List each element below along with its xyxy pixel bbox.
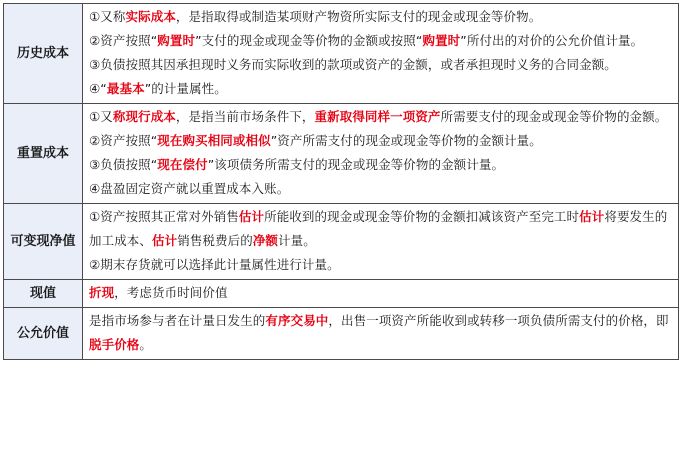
table-row-net-realizable-value xyxy=(4,204,679,280)
text-segment: 所能收到的现金或现金等价物的金额扣减该资产至完工时 xyxy=(264,209,580,224)
text-segment: ”的计量属性。 xyxy=(144,81,227,96)
text-segment: ①资产按照其正常对外销售 xyxy=(89,209,239,224)
highlighted-keyword: 有序交易中 xyxy=(265,313,329,328)
table-row-historical-cost xyxy=(4,4,679,104)
highlighted-keyword: 估计 xyxy=(238,209,265,224)
highlighted-keyword: 称现行成本 xyxy=(112,109,176,124)
highlighted-keyword: 估计 xyxy=(152,233,178,248)
description-cell-fair-value xyxy=(83,308,679,360)
text-segment: ④“ xyxy=(89,81,107,96)
description-cell-historical-cost xyxy=(83,4,679,104)
term-cell-fair-value: 公允价值 xyxy=(4,308,83,360)
term-cell-historical-cost: 历史成本 xyxy=(4,4,83,104)
description-line xyxy=(89,177,672,201)
text-segment: ，是指当前市场条件下， xyxy=(175,109,315,124)
highlighted-keyword: 现在偿付 xyxy=(157,157,208,172)
text-segment: ”所付出的对价的公允价值计量。 xyxy=(460,33,644,48)
text-segment: ④盘盈固定资产就以重置成本入账。 xyxy=(89,181,290,196)
highlighted-keyword: 重新取得同样一项资产 xyxy=(314,109,441,124)
text-segment: ，考虑货币时间价值 xyxy=(114,285,228,300)
text-segment: 。 xyxy=(139,337,153,352)
text-segment: ②资产按照“ xyxy=(89,33,158,48)
table-row-fair-value xyxy=(4,308,679,360)
text-segment: 是指市场参与者在计量日发生的 xyxy=(89,313,266,328)
text-segment: ”该项债务所需支付的现金或现金等价物的金额计量。 xyxy=(207,157,505,172)
term-cell-present-value: 现值 xyxy=(4,280,83,308)
text-segment: ②资产按照“ xyxy=(89,133,158,148)
highlighted-keyword: 净额 xyxy=(252,233,279,248)
description-cell-net-realizable-value xyxy=(83,204,679,280)
text-segment: ，出售一项资产所能收到或转移一项负债所需支付的价格，即 xyxy=(328,313,669,328)
highlighted-keyword: 购置时 xyxy=(422,33,461,48)
description-line xyxy=(89,5,672,29)
text-segment: 所需要支付的现金或现金等价物的金额。 xyxy=(440,109,668,124)
description-cell-present-value xyxy=(83,280,679,308)
highlighted-keyword: 折现 xyxy=(89,285,115,300)
text-segment: 销售税费后的 xyxy=(177,233,253,248)
term-cell-net-realizable-value: 可变现净值 xyxy=(4,204,83,280)
highlighted-keyword: 最基本 xyxy=(106,81,145,96)
text-segment: 计量。 xyxy=(278,233,316,248)
description-line xyxy=(89,53,672,77)
text-segment: ”支付的现金或现金等价物的金额或按照“ xyxy=(195,33,423,48)
description-line xyxy=(89,77,672,101)
text-segment: 将要发生的加工成本、 xyxy=(89,209,668,248)
description-line xyxy=(89,253,672,277)
description-line xyxy=(89,205,672,253)
text-segment: ③负债按照“ xyxy=(89,157,158,172)
description-cell-replacement-cost xyxy=(83,104,679,204)
highlighted-keyword: 脱手价格 xyxy=(89,337,140,352)
table-row-replacement-cost xyxy=(4,104,679,204)
term-cell-replacement-cost: 重置成本 xyxy=(4,104,83,204)
description-line xyxy=(89,129,672,153)
table-row-present-value xyxy=(4,280,679,308)
highlighted-keyword: 实际成本 xyxy=(125,9,176,24)
description-line xyxy=(89,309,672,357)
text-segment: ③负债按照其因承担现时义务而实际收到的款项或资产的金额，或者承担现时义务的合同金额。 xyxy=(89,57,617,72)
text-segment: ①又 xyxy=(89,109,113,124)
highlighted-keyword: 估计 xyxy=(579,209,605,224)
highlighted-keyword: 现在购买相同或相似 xyxy=(157,133,271,148)
description-line xyxy=(89,153,672,177)
description-line xyxy=(89,105,672,129)
text-segment: ①又称 xyxy=(89,9,126,24)
measurement-attributes-table xyxy=(3,3,679,360)
description-line xyxy=(89,281,672,305)
highlighted-keyword: 购置时 xyxy=(157,33,196,48)
text-segment: ”资产所需支付的现金或现金等价物的金额计量。 xyxy=(270,133,542,148)
text-segment: ②期末存货就可以选择此计量属性进行计量。 xyxy=(89,257,340,272)
description-line xyxy=(89,29,672,53)
text-segment: ，是指取得或制造某项财产物资所实际支付的现金或现金等价物。 xyxy=(175,9,542,24)
